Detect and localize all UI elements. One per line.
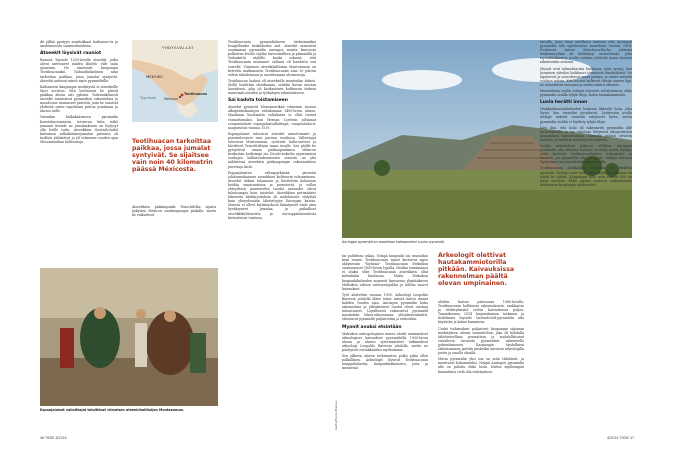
map-label-city: Méxicon [164, 97, 178, 101]
paragraph: Teotihuacanin asukkaiden alkuperä on edelleen mysteeri. Tutkijat eivät tiedä, mitä kieltä he puhuivat tai mistä he tulivat. Kaupungin tuho noin vuonna 550 on myös arvoitus. Ehkä myonit auttavat ratkaisemaan kadonneen kaupungin salaisuudet. [540, 166, 632, 187]
paragraph: Atseekkien pääkaupunki Tenochtitlán sijaitsi nykyisen Méxicon suurkaupungin paikalla, mutta he vaikuttivat [132, 205, 216, 218]
paragraph: Teotihuacan laaksoi oli atseekeille muutenkin tärkeä. Siellä louhittiin obsidiaania, erittäin kovaa mustaa laavakiveä, joka oli kivikautisen kulttuurin tärkein materiaali aseiden ja työkalujen valmistukseen. [228, 78, 316, 96]
left-column-3 [228, 40, 316, 222]
paragraph: Mutta pyramidin yksi osa on mitä tähtäävät, ja muuttuvat kokonaiseksi. Niinpä Auringon pyramidin alle on piilottu ehkä luola. Niiden myöhempää kannattaisi vielä olla esittämässä. [438, 357, 524, 374]
painting-photo [40, 268, 218, 406]
paragraph: Rauniot löysivät 1200-luvulla atseekit, jotka olivat asettuneet mäden läheltä- ville saita ajoneimn. He nimesivät kaupungin Teotihuacaniksi. Nahuatlinkielinen nimi tarkoittaa paikkaa, jossa jumalat syntyivät. Atseekit antoivat nimet myös pyramideille. [40, 58, 118, 83]
paragraph: Kadonneen kaupungin merkitystä ei atseekeille täysi arvoitus. Sitä luultavasti he pitivät paikkaa alusta asti pyhänä. Todennäköisesti atseekit tunnistivat pyramidien rakennelma ja muodostus ruumaseet pärtetiä, joita he osasivat yhdistää omiin tapoihinsa palvoa jumaliaan ja uhrata niille. [40, 84, 118, 114]
map-graphic [132, 40, 218, 122]
intro-text: dit jälkiä pyntyyn muistokkaat kadonnee-ta ja unohtuneesta suuruuskaudesta. [40, 40, 118, 49]
right-column-2 [438, 300, 524, 376]
pyramid-caption: Auringon pyramidi on maailman kolmanneksi suurin pyramidi. [342, 240, 445, 244]
teotihuacan-marker [181, 94, 184, 97]
mexico-city-marker [179, 96, 181, 98]
paragraph: Varsinkin kulkakäärmeen pyramidin koristekuvioinnissa toistuvan kiita näkö jumaani irtoivät ne jumalankuvan on löytyvyt olla heille tuttu. Atseekkien Quetzalcóatlal kutsuman sulkakäärmejumalan palvonta oli tuolloin yhdistävyt jo yli tuhannen vuoden ajan Mesoamerikan kulttuureja. [40, 115, 118, 144]
paragraph: Atseekit pystyivät Mesoamerikan viimeisen suuren alkuperäiskansojen valtakunnan 1400-luvun alussa. Maailman huolimatta valtakunta ei ollut tuonut voimattomaksi, kun Hernan Cortésin johtamat conquistadorit espanjalaisvalloittajat, conquistadorit, nauputuivat vuonna 1519. [228, 105, 316, 130]
paragraph: Myonit ovat sekundaarisia hiukkasia, joita syntyy, kun kosmisen säteilyn hiukkaset törmäävät ilmakehässä. Ne läpäisevät ja saavuttavat maan pinnan, ja niiden määrää voidaan mitata. Kun myonit kulkevat tiheän aineen läpi, ne menettävät energiaa ja niiden määrä vähenee. [540, 66, 632, 87]
heading-muons: Myonit avuksi etsintään [342, 324, 402, 330]
paragraph: Hiukkasilmaisinlaitteiden laskenta likkeelle luola, joka löytyi, kun tunneliin perattavat. Laitteiston avulla tutkijat näkivät tunnelin erityisesti hyvin, mutta pyramidin sisältä ei löydetty tyhjiä tiloja. [540, 107, 632, 124]
paragraph: Kävi ilmi, että luola oli rakennettu pyramidin alle tarkoituksella, ja sen uskotaan liittyneen alkuperäisten kaupunkien kosmologiaan. Tunnelin päässä olevasta luolasta on löydetty merkkejä rituaaleista. [540, 125, 632, 142]
footer-left: 46 TIEDE 8/2024 [40, 436, 67, 440]
paragraph: Sen jälkeen alueen tutkimusten polku pitkä ollen palkallinen. Arkeologit löysivät Teotihuacanin temppelialueita, kaupunkirakenteita, joita ja mennessä [342, 353, 428, 371]
pull-quote-left: Teotihuacan tarkoittaa paikkaa, jossa jumalat syntyivät. Se sijaitsee vain noin 40 kilometrin päässä Méxicosta. [132, 138, 213, 173]
paragraph: tai poliittista uskaa. Niinpä kaupunki sai raunioiksi kuin ennen. Teotihuacanin nimet kertoivat myös säilyneisiin "löytöinä" Teotihuacanin Meksikon viranomaiset 1800-luvun lopulla. Heidän toimintansa ei aluksi ollut Teotihuacanin atseekkien ollut mitenkään kuuluisaa. Mutta Meksikon kaupunkikaluuden nopeasti kasvaessa ylipitääkseen Meksikon valtion satavuotisjuhlia ja tehtiin suuret kaivaukset. [342, 254, 428, 291]
left-column-2 [132, 205, 216, 219]
right-column-1 [342, 254, 428, 372]
paragraph: Luolan tutkimukset jatkuvat edelleen. Auringon pyramidin alla olevasta luolasta on tehty useita löytöjä, jotka kertovat teotihuacanilaisten uskonnosta ja tavoista. Jos pyramidin alla on hauta, tutkijat toivovat löytävänsä sen myonitutkimuksen avulla. [540, 143, 632, 165]
heading-aztecs: Atseekit löysivät rauniot [40, 51, 102, 57]
map-label-usa: YHDYSVALLAT [162, 45, 195, 50]
paragraph: Uudet tutkimukset paljastivat kaupungin sijainnin merkityksen olevan suunniteltua, joka oli kohdalla tähtitieteellisin periaattein ja mahdollistanut vierailevia tarinoita pyramidien rakenteelle jyrkentämiseen. Kaupungin täydellinen rakentaminen jaettiin piiskoiksi muutoin arkeologilla jaettu ja omalla oksalla. [438, 326, 524, 356]
heading-cave: Luola herätti innon [540, 100, 588, 106]
paragraph: Teotihuacanin pyramidialueen tärkeimmäksi hengelliseksi keskukseksi asti. Atseekit nimesivät suurimman pyramidin auringon muista kaavoista palkeivan levolle väylän hirvesimilleen ja pitimmillä ja Vadaskettä väylälle, koska sokuvat, että Teotihuacanin muinaiset valtiaat oli haudattu sen varrelle. Viimeisen atseekihallitsian Montezuman on kerrottu matkanneen Teotihuacaniin aina 20 päivän välein rukoilemaan ja suorittamaan uhrimenoja. [228, 40, 316, 77]
paragraph: Espanjalaisten valtaapyrkimää perustui johdonmukaiseen atseekkien kulttuurin tuhoamiseen. Atseekit uhkasi tuhannoin ja hävitettiin kokonaan heidän omaisuutensa ja perusterät, ja vallan yhteydessä mantereelta tuodut sairaudet olivat tuhoisampia kuin taistelut. Atseekkien perimätieto lukeneita käsikirjoituksia oli mahdotonta säilyttää kuin yhteydessään lähetettyjen Euroopan kautta. Maassa ei olleet kristinuskoon kääntyneet eivät aina hyväksyneet Jumalaa, ja paikalliset atseekkikulttuurista ja eurooppalaisuudesta kietoutuivat toisiinsa. [228, 170, 316, 220]
paragraph: Menetelmän avulla tutkijat toivoivat selvittävänsä, oliko pyramidin sisällä tyhjiä tiloja, kuten hautakammioita. [540, 89, 632, 98]
footer-right: 8/2024 TIEDE 47 [607, 436, 634, 440]
paragraph: Meksikon antropologinen museo aloitti ensimmäiset arkeologiset kaivaukset pyramideilla 1900-luvun alussa ja alueen systemaattiset tutkimukset arkeologi Leopoldo Batresin johdolla, mutta ne päättyivät vastakkaisiksi myöhemmin. [342, 331, 428, 352]
painting-illustration [40, 268, 218, 406]
paragraph: tavoilla. Juuri tämä mielikuva ansiosta siitä Auringon pyramidin alla sijaitsevassa tunnelissa vuonna 2004. Professori Arturo Menchaca-Rocha johtama tutkimusryhmä oli kehittänyt menetelmän, jolla myonihiukkasten avulla voidaan selvittää maan alaisten rakenteiden sisäosia. [540, 40, 632, 65]
paragraph: Työt aloitettiin vuonna 1905. Arkeologi Leopoldo Batresin johdolla lähes tuhat miestä kaivoi maata kahden vuoden ajan. Auringon pyramidin koko rakennelma ja ylärakenteet tuodut olivat osittain tuhoutuneet. Lopullisesti rakennetut pyramidit muokattiin lukea-oikeusmaan ylösalaistrakseitti. Muistavat pyramidit paljastettiin ja entisöitiin. [342, 292, 428, 322]
left-column-1 [40, 40, 118, 146]
pull-quote-right: Arkeologit olettivat hautakammiotorilla pitkään. Kaivauksissa rakennelman päältä olevan umpinainen. [438, 252, 515, 287]
heading-disappear: Sai kadota toistamiseen [228, 98, 288, 104]
map-label-mexico: MEKSIKO [146, 74, 163, 79]
map-label-ocean: Tyynimeri [140, 96, 157, 100]
location-map [132, 40, 218, 122]
painting-caption: Espanjalaiset valloittajat teloittivat viimeisen atseekihallitsijan Montezuman. [40, 408, 185, 412]
photo-credit: Getty/Pierre Maloes [334, 400, 338, 430]
map-label-site: Teotihuacan [184, 92, 208, 96]
paragraph: Espanjalaiset tuhosivat atseekit armottomasti ja perustelevaiset vain parissa vuodessa. Valloittajat tuhosivat Montezuman, ryöstivät kulta-aarteet ja hävittivät Tenochtitlánin maan tasalle. Sen päälle he pystyttivät omam pääkaupunkinsa. Méxicon keskustan korkeimpi sta Zócalo-aukiolta nyysrumieni vanhojen hallintorakennusten seinistä on yhä nähtävissä atseekien pääkaupungin rakennuskivia purettuja kiviä. [228, 131, 316, 169]
paragraph: alettiin kaivaa pääsuoraa 1960-luvulla. Teotihuacanin hallituista rakennuksista, asukkaista ja eliittiryhmistä selvisi kaivauksissa paljon. Tammikuussa 2014 laajamittainen tutkimus ja tiedekunta loysivät Quetzalcóatl-pyramidin alta käytävän ja kolme kammiota. [438, 300, 524, 325]
right-column-3 [540, 40, 632, 189]
